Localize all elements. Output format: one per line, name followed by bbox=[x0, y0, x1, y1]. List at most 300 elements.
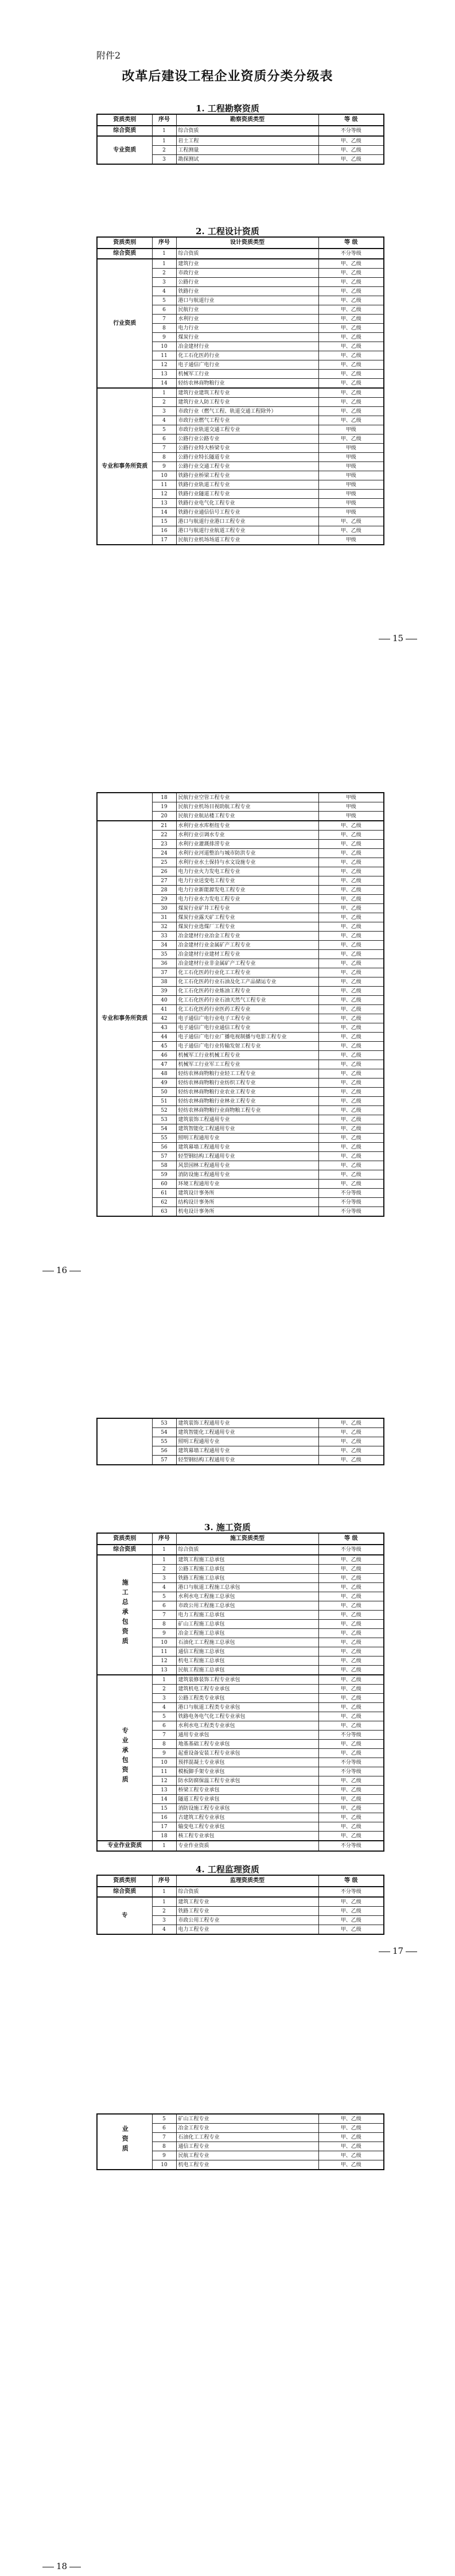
row-type: 铁路行业桥梁工程专业 bbox=[176, 471, 318, 480]
row-type: 民航工程施工总承包 bbox=[176, 1666, 318, 1675]
row-type: 市政行业燃气工程专业 bbox=[176, 416, 318, 425]
supervise-table-part1 bbox=[96, 1875, 384, 1935]
row-seq: 8 bbox=[152, 1620, 176, 1629]
row-seq: 7 bbox=[152, 1611, 176, 1620]
row-seq: 10 bbox=[152, 342, 176, 351]
header-category: 资质类别 bbox=[97, 1533, 152, 1545]
row-grade: 甲、乙级 bbox=[318, 1712, 384, 1721]
row-seq: 36 bbox=[152, 959, 176, 968]
row-grade: 甲级 bbox=[318, 462, 384, 471]
table-row bbox=[97, 2114, 384, 2124]
row-grade: 甲、乙级 bbox=[318, 351, 384, 360]
row-type: 轻纺农林商物粮行业商物粮工程专业 bbox=[176, 1106, 318, 1115]
row-grade: 甲、乙级 bbox=[318, 1897, 384, 1907]
row-grade: 甲、乙级 bbox=[318, 1565, 384, 1574]
row-seq: 15 bbox=[152, 517, 176, 526]
header-type: 监理资质类型 bbox=[176, 1875, 318, 1887]
row-seq: 5 bbox=[152, 2114, 176, 2124]
row-grade: 甲、乙级 bbox=[318, 821, 384, 831]
table-header-row bbox=[97, 114, 384, 126]
row-seq: 1 bbox=[152, 1887, 176, 1897]
row-grade: 甲、乙级 bbox=[318, 1813, 384, 1822]
row-seq: 4 bbox=[152, 1703, 176, 1712]
category-cell bbox=[97, 1675, 152, 1841]
table-row bbox=[97, 1897, 384, 1907]
row-grade: 甲、乙级 bbox=[318, 259, 384, 269]
row-seq: 54 bbox=[152, 1124, 176, 1134]
attachment-label: 附件2 bbox=[96, 50, 121, 61]
row-type: 水利水电工程类专业承包 bbox=[176, 1721, 318, 1731]
row-seq: 14 bbox=[152, 379, 176, 389]
row-seq: 53 bbox=[152, 1115, 176, 1124]
row-type: 起重设备安装工程专业承包 bbox=[176, 1749, 318, 1758]
row-seq: 1 bbox=[152, 1545, 176, 1555]
row-grade: 甲、乙级 bbox=[318, 932, 384, 941]
row-type: 矿山工程专业 bbox=[176, 2114, 318, 2124]
row-grade: 甲、乙级 bbox=[318, 342, 384, 351]
row-type: 轻纺农林商物粮行业农业工程专业 bbox=[176, 1088, 318, 1097]
row-type: 冶金工程专业 bbox=[176, 2124, 318, 2133]
row-grade: 甲、乙级 bbox=[318, 1170, 384, 1180]
row-type: 港口与航道行业港口工程专业 bbox=[176, 517, 318, 526]
row-grade: 甲、乙级 bbox=[318, 1786, 384, 1795]
row-grade: 甲级 bbox=[318, 793, 384, 802]
header-seq: 序号 bbox=[152, 237, 176, 249]
header-level: 等 级 bbox=[318, 237, 384, 249]
row-type: 电力行业水力发电工程专业 bbox=[176, 895, 318, 904]
row-type: 化工石化医药行业石油及化工产品储运专业 bbox=[176, 977, 318, 987]
row-type: 电力行业火力发电工程专业 bbox=[176, 867, 318, 876]
row-seq: 24 bbox=[152, 849, 176, 858]
row-grade: 甲、乙级 bbox=[318, 895, 384, 904]
row-type: 公路行业特大桥梁专业 bbox=[176, 444, 318, 453]
row-grade: 甲、乙级 bbox=[318, 333, 384, 342]
row-grade: 甲、乙级 bbox=[318, 1097, 384, 1106]
row-grade: 甲、乙级 bbox=[318, 1574, 384, 1583]
design-table-part1 bbox=[96, 236, 384, 545]
row-seq: 8 bbox=[152, 324, 176, 333]
row-grade: 甲级 bbox=[318, 471, 384, 480]
row-seq: 3 bbox=[152, 278, 176, 287]
row-seq: 55 bbox=[152, 1134, 176, 1143]
row-grade: 不分等级 bbox=[318, 1731, 384, 1740]
category-cell: 专业和事务所资质 bbox=[97, 821, 152, 1216]
row-grade: 甲、乙级 bbox=[318, 1583, 384, 1592]
supervise-table-part2 bbox=[96, 2113, 384, 2170]
row-type: 机械军工行业机械工程专业 bbox=[176, 1051, 318, 1060]
row-seq: 27 bbox=[152, 876, 176, 886]
row-type: 通信工程专业 bbox=[176, 2142, 318, 2151]
page-number-18: 18 bbox=[40, 2561, 83, 2571]
row-type: 石油化工工程施工总承包 bbox=[176, 1638, 318, 1647]
row-seq: 9 bbox=[152, 333, 176, 342]
row-grade: 甲、乙级 bbox=[318, 1180, 384, 1189]
row-grade: 甲、乙级 bbox=[318, 1014, 384, 1023]
row-grade: 甲、乙级 bbox=[318, 941, 384, 950]
row-seq: 32 bbox=[152, 922, 176, 932]
row-grade: 甲、乙级 bbox=[318, 950, 384, 959]
row-type: 输变电工程专业承包 bbox=[176, 1822, 318, 1832]
row-seq: 1 bbox=[152, 126, 176, 136]
row-type: 煤炭行业 bbox=[176, 333, 318, 342]
row-grade: 不分等级 bbox=[318, 1841, 384, 1851]
row-seq: 6 bbox=[152, 1601, 176, 1611]
row-seq: 4 bbox=[152, 416, 176, 425]
category-cell: 综合资质 bbox=[97, 1887, 152, 1897]
row-type: 电力行业 bbox=[176, 324, 318, 333]
row-seq: 2 bbox=[152, 1907, 176, 1916]
section-title-build: 3. 施工资质 bbox=[204, 1522, 251, 1533]
row-seq: 18 bbox=[152, 1832, 176, 1841]
row-grade: 甲、乙级 bbox=[318, 1822, 384, 1832]
row-grade: 甲、乙级 bbox=[318, 922, 384, 932]
row-seq: 1 bbox=[152, 1841, 176, 1851]
table-row bbox=[97, 821, 384, 831]
row-seq: 5 bbox=[152, 296, 176, 305]
header-category: 资质类别 bbox=[97, 1875, 152, 1887]
row-grade: 甲、乙级 bbox=[318, 1620, 384, 1629]
row-grade: 甲、乙级 bbox=[318, 1134, 384, 1143]
row-seq: 10 bbox=[152, 2160, 176, 2170]
row-grade: 甲、乙级 bbox=[318, 517, 384, 526]
row-type: 矿山工程施工总承包 bbox=[176, 1620, 318, 1629]
category-cell: 专业资质 bbox=[97, 136, 152, 164]
header-category: 资质类别 bbox=[97, 114, 152, 126]
row-type: 通用专业承包 bbox=[176, 1731, 318, 1740]
row-grade: 甲、乙级 bbox=[318, 849, 384, 858]
row-seq: 3 bbox=[152, 155, 176, 165]
row-type: 结构设计事务所 bbox=[176, 1198, 318, 1207]
row-grade: 甲、乙级 bbox=[318, 269, 384, 278]
row-seq: 53 bbox=[152, 1418, 176, 1428]
row-grade: 甲、乙级 bbox=[318, 278, 384, 287]
page-number-15: 15 bbox=[376, 633, 419, 643]
row-type: 专业作业资质 bbox=[176, 1841, 318, 1851]
row-type: 模板脚手架专业承包 bbox=[176, 1767, 318, 1776]
row-seq: 1 bbox=[152, 259, 176, 269]
row-seq: 11 bbox=[152, 1767, 176, 1776]
row-type: 建筑智能化工程通用专业 bbox=[176, 1124, 318, 1134]
row-type: 市政公用工程专业 bbox=[176, 1916, 318, 1925]
row-seq: 14 bbox=[152, 508, 176, 517]
row-seq: 45 bbox=[152, 1042, 176, 1051]
row-grade: 甲、乙级 bbox=[318, 886, 384, 895]
row-type: 电力行业送变电工程专业 bbox=[176, 876, 318, 886]
row-type: 环境工程通用专业 bbox=[176, 1180, 318, 1189]
row-grade: 甲、乙级 bbox=[318, 1629, 384, 1638]
row-type: 岩土工程 bbox=[176, 136, 318, 146]
row-grade: 甲、乙级 bbox=[318, 876, 384, 886]
row-type: 化工石化医药行业炼油工程专业 bbox=[176, 987, 318, 996]
row-type: 机电工程施工总承包 bbox=[176, 1656, 318, 1666]
row-seq: 5 bbox=[152, 425, 176, 434]
row-grade: 甲、乙级 bbox=[318, 1446, 384, 1456]
row-seq: 46 bbox=[152, 1051, 176, 1060]
row-seq: 57 bbox=[152, 1456, 176, 1465]
row-seq: 13 bbox=[152, 1666, 176, 1675]
category-cell: 行业资质 bbox=[97, 259, 152, 388]
category-label: 业资质 bbox=[121, 2125, 129, 2155]
row-seq: 30 bbox=[152, 904, 176, 913]
row-grade: 甲、乙级 bbox=[318, 2151, 384, 2160]
row-type: 电子通信广电行业 bbox=[176, 360, 318, 370]
row-grade: 甲、乙级 bbox=[318, 1703, 384, 1712]
row-type: 冶金建材行业金属矿产工程专业 bbox=[176, 941, 318, 950]
row-seq: 1 bbox=[152, 249, 176, 259]
row-seq: 6 bbox=[152, 434, 176, 444]
row-type: 古建筑工程专业承包 bbox=[176, 1813, 318, 1822]
row-seq: 12 bbox=[152, 1776, 176, 1786]
row-seq: 8 bbox=[152, 2142, 176, 2151]
row-type: 建筑幕墙工程通用专业 bbox=[176, 1143, 318, 1152]
category-cell bbox=[97, 1418, 152, 1465]
row-seq: 22 bbox=[152, 831, 176, 840]
category-cell: 综合资质 bbox=[97, 1545, 152, 1555]
category-cell: 综合资质 bbox=[97, 249, 152, 259]
page-number-17: 17 bbox=[376, 1946, 419, 1956]
row-type: 机械军工行业军工工程专业 bbox=[176, 1060, 318, 1069]
header-type: 勘察资质类型 bbox=[176, 114, 318, 126]
row-type: 建筑装修装饰工程专业承包 bbox=[176, 1675, 318, 1685]
row-type: 市政公用工程施工总承包 bbox=[176, 1601, 318, 1611]
table-header-row bbox=[97, 237, 384, 249]
row-seq: 18 bbox=[152, 793, 176, 802]
row-grade: 甲、乙级 bbox=[318, 407, 384, 416]
row-grade: 甲、乙级 bbox=[318, 1088, 384, 1097]
table-row bbox=[97, 793, 384, 802]
row-seq: 13 bbox=[152, 499, 176, 508]
row-seq: 62 bbox=[152, 1198, 176, 1207]
row-grade: 甲、乙级 bbox=[318, 324, 384, 333]
row-grade: 甲、乙级 bbox=[318, 968, 384, 977]
category-cell bbox=[97, 1555, 152, 1675]
row-type: 港口与航道行业航道工程专业 bbox=[176, 526, 318, 536]
table-row bbox=[97, 1555, 384, 1565]
row-seq: 17 bbox=[152, 1822, 176, 1832]
row-type: 电力行业新能源发电工程专业 bbox=[176, 886, 318, 895]
row-type: 石油化工工程专业 bbox=[176, 2133, 318, 2142]
row-grade: 甲、乙级 bbox=[318, 146, 384, 155]
row-grade: 甲、乙级 bbox=[318, 959, 384, 968]
row-grade: 不分等级 bbox=[318, 1198, 384, 1207]
row-type: 轻纺农林商物粮行业 bbox=[176, 379, 318, 389]
row-type: 照明工程通用专业 bbox=[176, 1437, 318, 1446]
row-seq: 26 bbox=[152, 867, 176, 876]
row-grade: 甲级 bbox=[318, 499, 384, 508]
row-grade: 甲、乙级 bbox=[318, 1115, 384, 1124]
row-type: 水利行业灌溉排涝专业 bbox=[176, 840, 318, 849]
header-level: 等 级 bbox=[318, 1875, 384, 1887]
build-table bbox=[96, 1533, 384, 1852]
row-grade: 甲、乙级 bbox=[318, 1907, 384, 1916]
row-grade: 甲级 bbox=[318, 480, 384, 490]
row-seq: 11 bbox=[152, 480, 176, 490]
table-row bbox=[97, 249, 384, 259]
row-grade: 甲、乙级 bbox=[318, 2124, 384, 2133]
row-type: 水利行业水库枢纽专业 bbox=[176, 821, 318, 831]
row-seq: 35 bbox=[152, 950, 176, 959]
row-type: 消防设施工程专业承包 bbox=[176, 1804, 318, 1813]
row-type: 电子通信广电行业广播电视制播与电影工程专业 bbox=[176, 1033, 318, 1042]
row-seq: 4 bbox=[152, 287, 176, 296]
row-type: 铁路行业轨道工程专业 bbox=[176, 480, 318, 490]
row-seq: 40 bbox=[152, 996, 176, 1005]
row-type: 机电设计事务所 bbox=[176, 1207, 318, 1217]
table-row bbox=[97, 126, 384, 136]
row-grade: 甲、乙级 bbox=[318, 379, 384, 389]
header-level: 等 级 bbox=[318, 1533, 384, 1545]
row-type: 电子通信广电行业传输发射工程专业 bbox=[176, 1042, 318, 1051]
row-type: 照明工程通用专业 bbox=[176, 1134, 318, 1143]
row-type: 预拌混凝土专业承包 bbox=[176, 1758, 318, 1767]
row-seq: 20 bbox=[152, 812, 176, 821]
row-grade: 甲、乙级 bbox=[318, 1033, 384, 1042]
row-grade: 甲、乙级 bbox=[318, 370, 384, 379]
row-seq: 51 bbox=[152, 1097, 176, 1106]
category-cell: 综合资质 bbox=[97, 126, 152, 136]
row-type: 建筑工程专业 bbox=[176, 1897, 318, 1907]
row-seq: 29 bbox=[152, 895, 176, 904]
row-type: 公路工程施工总承包 bbox=[176, 1565, 318, 1574]
row-grade: 甲、乙级 bbox=[318, 1456, 384, 1465]
row-type: 化工石化医药行业 bbox=[176, 351, 318, 360]
row-seq: 19 bbox=[152, 802, 176, 812]
row-seq: 37 bbox=[152, 968, 176, 977]
row-grade: 甲级 bbox=[318, 490, 384, 499]
row-grade: 甲、乙级 bbox=[318, 1592, 384, 1601]
row-grade: 甲、乙级 bbox=[318, 1721, 384, 1731]
row-type: 防水防腐保温工程专业承包 bbox=[176, 1776, 318, 1786]
row-grade: 甲、乙级 bbox=[318, 296, 384, 305]
row-grade: 甲、乙级 bbox=[318, 1925, 384, 1935]
row-grade: 甲、乙级 bbox=[318, 388, 384, 398]
row-grade: 甲、乙级 bbox=[318, 1638, 384, 1647]
row-type: 建筑行业人防工程专业 bbox=[176, 398, 318, 407]
row-type: 轻纺农林商物粮行业林业工程专业 bbox=[176, 1097, 318, 1106]
row-type: 市政行业（燃气工程、轨道交通工程除外） bbox=[176, 407, 318, 416]
row-seq: 57 bbox=[152, 1152, 176, 1161]
row-type: 综合资质 bbox=[176, 1887, 318, 1897]
row-type: 水利行业河道整治与城市防洪专业 bbox=[176, 849, 318, 858]
header-type: 施工资质类型 bbox=[176, 1533, 318, 1545]
row-type: 铁路行业 bbox=[176, 287, 318, 296]
row-type: 铁路工程施工总承包 bbox=[176, 1574, 318, 1583]
table-header-row bbox=[97, 1875, 384, 1887]
row-type: 水利行业水土保持与水文设施专业 bbox=[176, 858, 318, 867]
row-grade: 甲、乙级 bbox=[318, 987, 384, 996]
row-type: 铁路行业隧道工程专业 bbox=[176, 490, 318, 499]
table-row bbox=[97, 1418, 384, 1428]
row-type: 港口与航道工程类专业承包 bbox=[176, 1703, 318, 1712]
row-type: 民航工程专业 bbox=[176, 2151, 318, 2160]
header-seq: 序号 bbox=[152, 1875, 176, 1887]
row-seq: 2 bbox=[152, 146, 176, 155]
row-seq: 44 bbox=[152, 1033, 176, 1042]
row-type: 民航行业 bbox=[176, 305, 318, 315]
row-grade: 甲、乙级 bbox=[318, 831, 384, 840]
row-type: 煤炭行业露天矿工程专业 bbox=[176, 913, 318, 922]
row-grade: 甲、乙级 bbox=[318, 858, 384, 867]
row-type: 电子通信广电行业通信工程专业 bbox=[176, 1023, 318, 1033]
row-seq: 63 bbox=[152, 1207, 176, 1217]
row-seq: 2 bbox=[152, 398, 176, 407]
row-seq: 16 bbox=[152, 1813, 176, 1822]
page-number-16: 16 bbox=[40, 1265, 83, 1275]
row-seq: 7 bbox=[152, 315, 176, 324]
row-type: 民航行业航站楼工程专业 bbox=[176, 812, 318, 821]
row-seq: 5 bbox=[152, 1592, 176, 1601]
row-seq: 9 bbox=[152, 2151, 176, 2160]
row-seq: 12 bbox=[152, 360, 176, 370]
row-seq: 5 bbox=[152, 1712, 176, 1721]
row-type: 建筑机电工程专业承包 bbox=[176, 1685, 318, 1694]
row-grade: 甲、乙级 bbox=[318, 1685, 384, 1694]
row-seq: 25 bbox=[152, 858, 176, 867]
row-seq: 52 bbox=[152, 1106, 176, 1115]
row-type: 机械军工行业 bbox=[176, 370, 318, 379]
row-seq: 1 bbox=[152, 1675, 176, 1685]
row-type: 隧道工程专业承包 bbox=[176, 1795, 318, 1804]
row-grade: 甲、乙级 bbox=[318, 1428, 384, 1437]
row-grade: 甲、乙级 bbox=[318, 1776, 384, 1786]
page-title: 改革后建设工程企业资质分类分级表 bbox=[122, 69, 333, 84]
row-type: 建筑工程施工总承包 bbox=[176, 1555, 318, 1565]
survey-table bbox=[96, 114, 384, 165]
row-seq: 59 bbox=[152, 1170, 176, 1180]
row-grade: 甲、乙级 bbox=[318, 398, 384, 407]
row-seq: 1 bbox=[152, 1897, 176, 1907]
row-type: 桥梁工程专业承包 bbox=[176, 1786, 318, 1795]
row-seq: 4 bbox=[152, 1925, 176, 1935]
row-seq: 9 bbox=[152, 1629, 176, 1638]
row-grade: 甲、乙级 bbox=[318, 2160, 384, 2170]
row-grade: 甲、乙级 bbox=[318, 867, 384, 876]
row-seq: 4 bbox=[152, 1583, 176, 1592]
row-grade: 不分等级 bbox=[318, 126, 384, 136]
row-type: 民航行业空管工程专业 bbox=[176, 793, 318, 802]
row-seq: 31 bbox=[152, 913, 176, 922]
row-grade: 甲、乙级 bbox=[318, 1611, 384, 1620]
category-label: 施工总承包资质 bbox=[121, 1579, 129, 1647]
row-seq: 56 bbox=[152, 1143, 176, 1152]
row-type: 电力工程施工总承包 bbox=[176, 1611, 318, 1620]
table-row bbox=[97, 1675, 384, 1685]
design-table-part2 bbox=[96, 792, 384, 1217]
row-grade: 甲、乙级 bbox=[318, 1832, 384, 1841]
row-type: 公路行业 bbox=[176, 278, 318, 287]
row-seq: 16 bbox=[152, 526, 176, 536]
row-grade: 不分等级 bbox=[318, 1207, 384, 1217]
row-seq: 58 bbox=[152, 1161, 176, 1170]
row-seq: 48 bbox=[152, 1069, 176, 1078]
row-grade: 甲、乙级 bbox=[318, 1601, 384, 1611]
row-type: 化工石化医药行业化工工程专业 bbox=[176, 968, 318, 977]
row-type: 电力工程专业 bbox=[176, 1925, 318, 1935]
row-type: 化工石化医药行业医药工程专业 bbox=[176, 1005, 318, 1014]
row-grade: 甲、乙级 bbox=[318, 1042, 384, 1051]
row-grade: 甲、乙级 bbox=[318, 2133, 384, 2142]
row-type: 公路行业特长隧道专业 bbox=[176, 453, 318, 462]
row-grade: 甲、乙级 bbox=[318, 1078, 384, 1088]
row-type: 轻纺农林商物粮行业纺织工程专业 bbox=[176, 1078, 318, 1088]
row-seq: 50 bbox=[152, 1088, 176, 1097]
row-type: 工程测量 bbox=[176, 146, 318, 155]
row-grade: 甲、乙级 bbox=[318, 1740, 384, 1749]
row-grade: 甲、乙级 bbox=[318, 1051, 384, 1060]
row-seq: 1 bbox=[152, 1555, 176, 1565]
row-seq: 47 bbox=[152, 1060, 176, 1069]
category-cell: 专业作业资质 bbox=[97, 1841, 152, 1851]
